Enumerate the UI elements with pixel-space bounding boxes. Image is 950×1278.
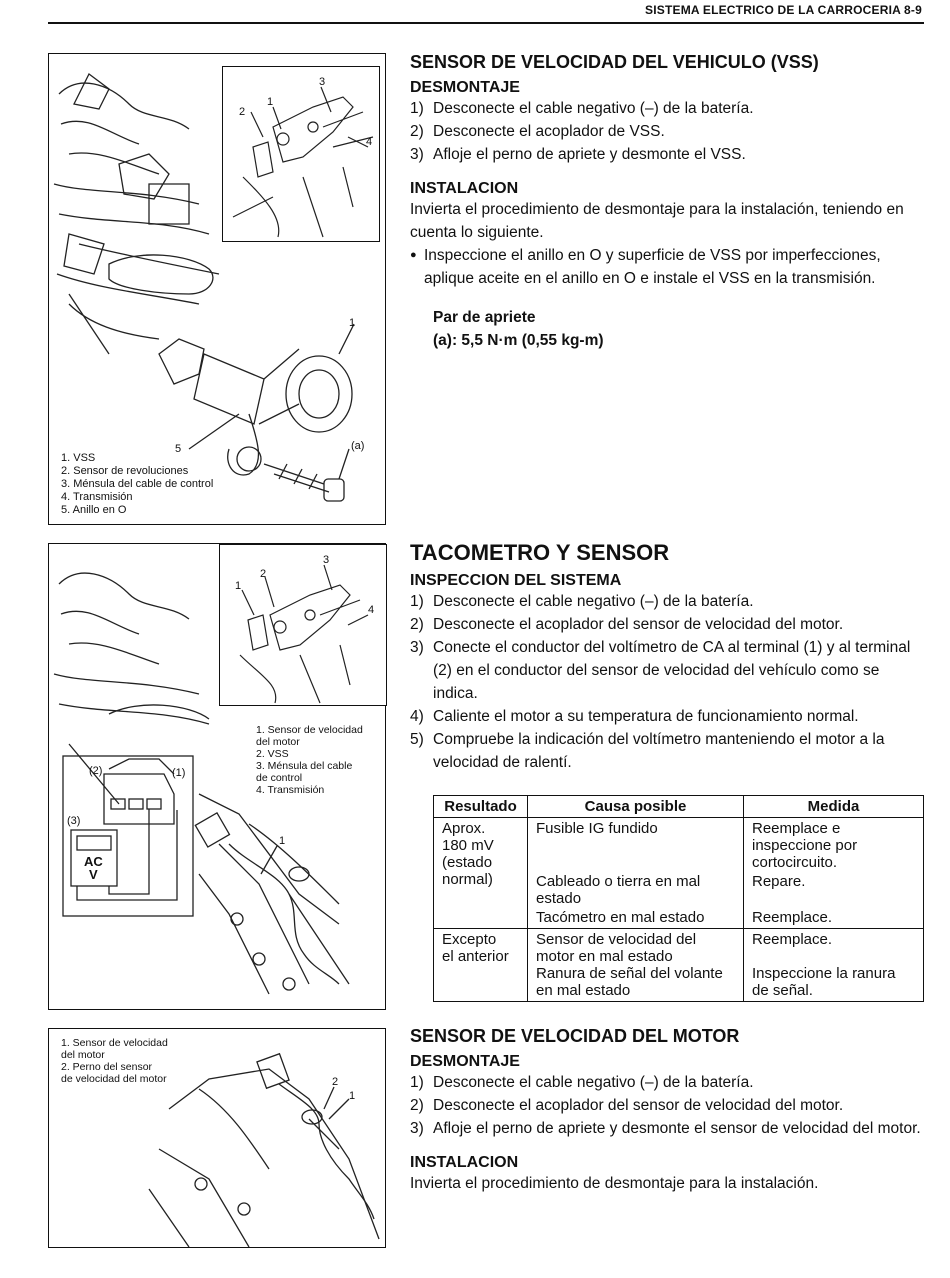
inset-callout-1: 1 (235, 580, 242, 592)
step: 1) Desconecte el cable negativo (–) de la batería. (410, 593, 754, 610)
result-cell: Excepto el anterior (434, 929, 528, 1002)
callout-a: (a) (351, 440, 365, 452)
callout-1: 1 (349, 1090, 356, 1102)
legend-item: 2. Sensor de revoluciones (61, 465, 189, 477)
table-row (434, 929, 924, 1002)
callout-1: 1 (349, 317, 356, 329)
inset-detail (220, 545, 386, 705)
result-cell: Aprox. 180 mV (estado normal) (434, 818, 528, 929)
step: 2) Desconecte el acoplador del sensor de velocidad del motor. (410, 1097, 844, 1114)
legend-item: 4. Transmisión (61, 491, 133, 503)
callout-2: 2 (332, 1076, 339, 1088)
step: 4) Caliente el motor a su temperatura de funcionamiento normal. (410, 708, 859, 725)
step: 3) Afloje el perno de apriete y desmonte el sensor de velocidad del motor. (410, 1120, 921, 1137)
subsection-title: DESMONTAJE (410, 79, 520, 96)
table-row (434, 818, 924, 929)
step: 1) Desconecte el cable negativo (–) de la batería. (410, 100, 754, 117)
legend-item: de control (256, 772, 303, 784)
tachometer-section (410, 540, 924, 774)
inset-callout-4: 4 (368, 604, 375, 616)
section-title: TACOMETRO Y SENSOR (410, 540, 670, 565)
subsection-title: INSTALACION (410, 180, 519, 197)
torque-label: Par de apriete (433, 309, 536, 326)
step: 5) Compruebe la indicación del voltímetro manteniendo el motor a la velocidad de ralentí. (410, 731, 885, 771)
inset-callout-3: 3 (319, 76, 326, 88)
legend-item: 2. VSS (256, 748, 289, 760)
column-header: Medida (744, 796, 924, 818)
legend-item: 1. Sensor de velocidad (61, 1037, 168, 1049)
paragraph: Invierta el procedimiento de desmontaje para la instalación. (410, 1175, 819, 1192)
terminal-3-label: (3) (67, 815, 81, 827)
legend-item: de velocidad del motor (61, 1073, 167, 1085)
section-title: SENSOR DE VELOCIDAD DEL VEHICULO (VSS) (410, 52, 819, 72)
callout-5: 5 (175, 443, 182, 455)
bullet-item: ● Inspeccione el anillo en O y superficie de VSS por imperfecciones, aplique aceite en el anillo en O e instale el VSS en la transmisión. (410, 244, 924, 290)
inset-callout-2: 2 (239, 106, 246, 118)
subsection-title: INSPECCION DEL SISTEMA (410, 572, 622, 589)
legend-item: del motor (61, 1049, 105, 1061)
vss-inset (222, 66, 380, 242)
inset-callout-1: 1 (267, 96, 274, 108)
subsection-title: INSTALACION (410, 1154, 519, 1171)
legend-item: 1. VSS (61, 452, 96, 464)
terminal-2-label: (2) (89, 765, 103, 777)
engine-sensor-figure (48, 1028, 386, 1248)
inset-callout-4: 4 (366, 136, 373, 148)
meter-ac-label: AC (84, 854, 103, 869)
cause-cell: Fusible IG fundido Cableado o tierra en mal estado Tacómetro en mal estado (528, 818, 744, 929)
step: 2) Desconecte el acoplador de VSS. (410, 123, 665, 140)
step: 1) Desconecte el cable negativo (–) de la batería. (410, 1074, 754, 1091)
vss-figure (48, 53, 386, 525)
step: 3) Conecte el conductor del voltímetro de CA al terminal (1) y al terminal (2) en el conductor del sensor de velocidad del vehículo como se indica. (410, 639, 911, 702)
subsection-title: DESMONTAJE (410, 1053, 520, 1070)
page-header (48, 0, 924, 24)
tachometer-inset (219, 544, 387, 706)
legend-item: 5. Anillo en O (61, 504, 127, 516)
cause-cell: Sensor de velocidad del motor en mal estado Ranura de señal del volante en mal estado (528, 929, 744, 1002)
engine-sensor-legend (61, 1037, 168, 1085)
legend-item: del motor (256, 736, 300, 748)
vss-section (410, 52, 924, 352)
section-title: SENSOR DE VELOCIDAD DEL MOTOR (410, 1026, 740, 1046)
tachometer-legend (256, 724, 363, 796)
table-header-row (434, 796, 924, 818)
paragraph: Invierta el procedimiento de desmontaje para la instalación, teniendo en cuenta lo siguiente. (410, 201, 904, 241)
header-title: SISTEMA ELECTRICO DE LA CARROCERIA 8-9 (645, 3, 922, 17)
step: 3) Afloje el perno de apriete y desmonte el VSS. (410, 146, 746, 163)
column-header: Causa posible (528, 796, 744, 818)
vss-legend (61, 452, 213, 517)
legend-item: 3. Ménsula del cable de control (61, 478, 214, 490)
diagnosis-table (433, 795, 924, 1002)
measure-cell: Reemplace. Inspeccione la ranura de señal. (744, 929, 924, 1002)
meter-v-label: V (89, 867, 98, 882)
callout-1b: 1 (279, 835, 286, 847)
torque-value: (a): 5,5 N·m (0,55 kg-m) (433, 332, 604, 349)
legend-item: 4. Transmisión (256, 784, 325, 796)
inset-callout-3: 3 (323, 554, 330, 566)
legend-item: 3. Ménsula del cable (256, 760, 353, 772)
measure-cell: Reemplace e inspeccione por cortocircuito. Repare. Reemplace. (744, 818, 924, 929)
tachometer-figure (48, 543, 386, 1010)
inset-detail (223, 67, 379, 241)
engine-sensor-section (410, 1026, 924, 1195)
torque-spec (410, 306, 924, 352)
legend-item: 1. Sensor de velocidad (256, 724, 363, 736)
inset-callout-2: 2 (260, 568, 267, 580)
step: 2) Desconecte el acoplador del sensor de velocidad del motor. (410, 616, 844, 633)
column-header: Resultado (434, 796, 528, 818)
legend-item: 2. Perno del sensor (61, 1061, 153, 1073)
terminal-1-label: (1) (172, 767, 186, 779)
